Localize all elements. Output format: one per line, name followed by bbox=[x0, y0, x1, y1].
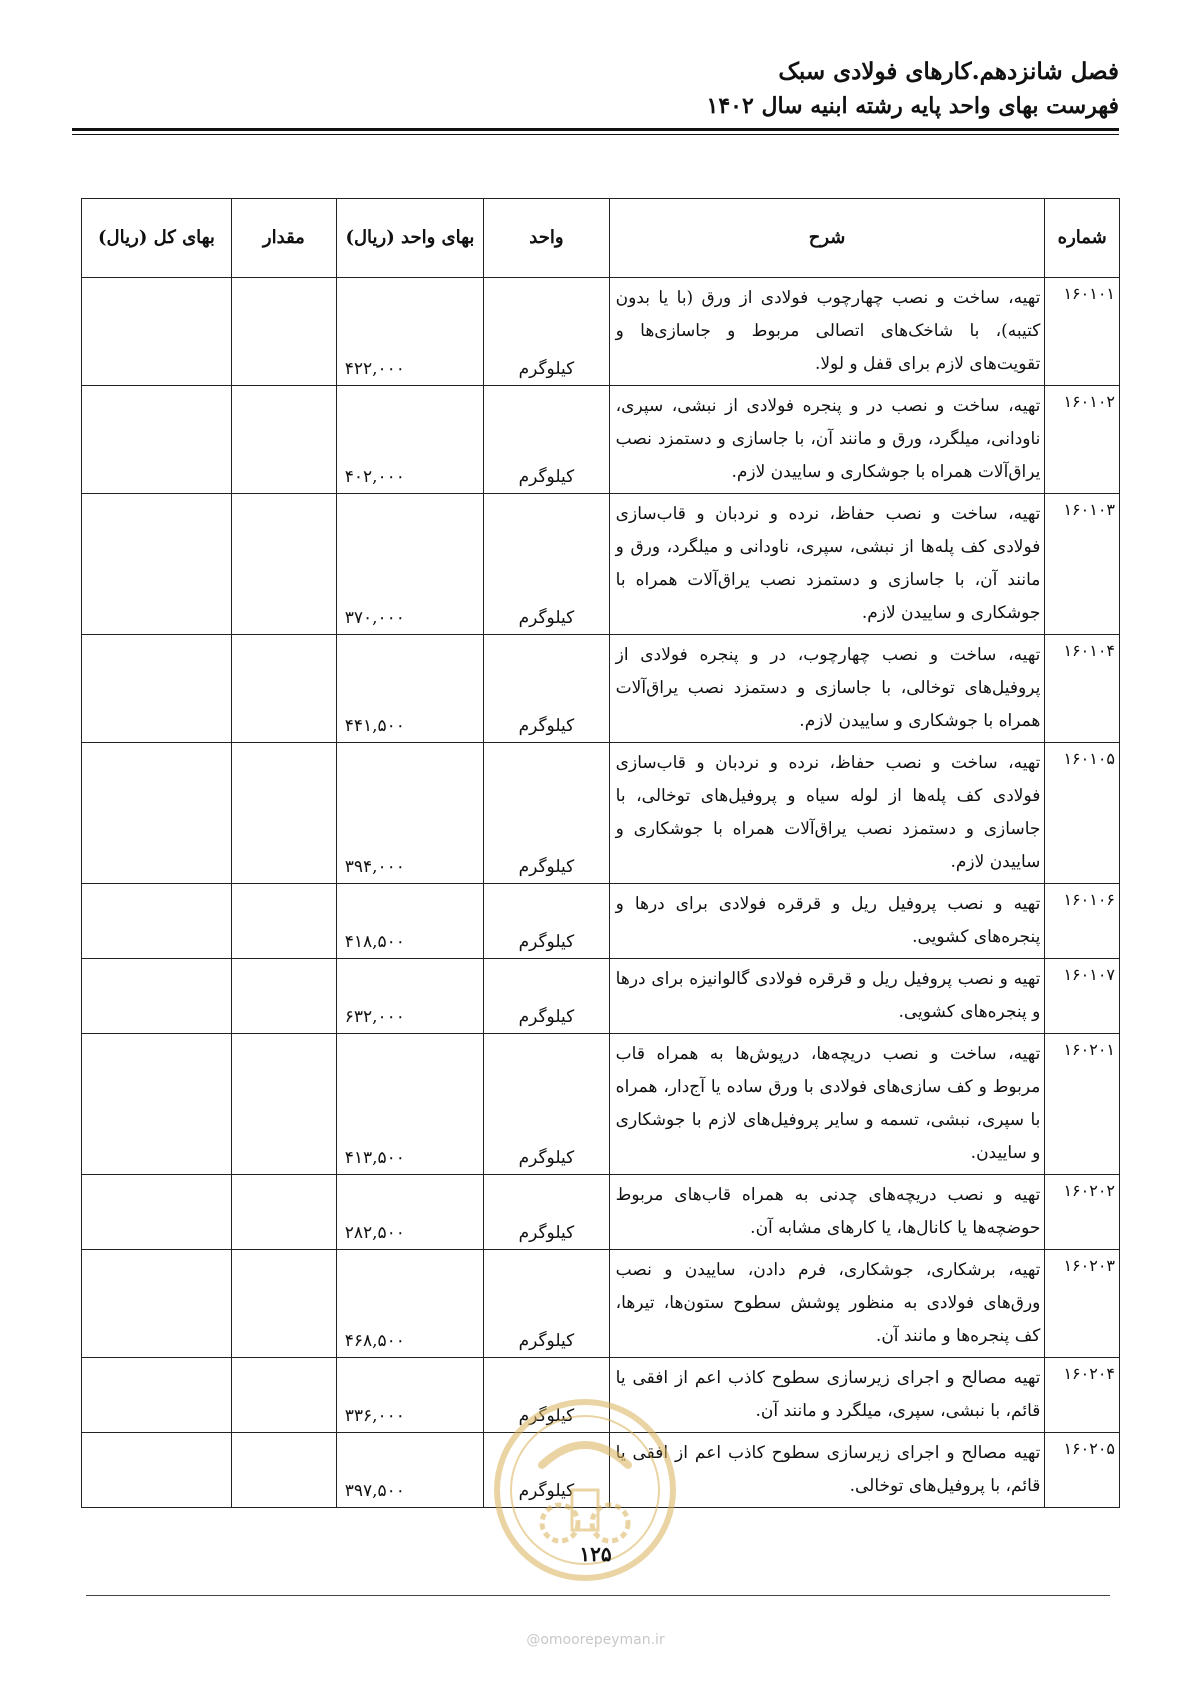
table-row bbox=[82, 884, 1120, 959]
item-total-price bbox=[82, 959, 232, 1034]
item-unit: کیلوگرم bbox=[484, 1034, 610, 1175]
item-code: ۱۶۰۱۰۵ bbox=[1045, 743, 1120, 884]
item-description: تهیه، ساخت و نصب چهارچوب فولادی از ورق (با یا بدون کتیبه)، با شاخک‌های اتصالی مربوط و جاسازی‌ها و تقویت‌های لازم برای قفل و لولا. bbox=[609, 278, 1045, 386]
table-row bbox=[82, 635, 1120, 743]
item-quantity bbox=[232, 1358, 337, 1433]
item-quantity bbox=[232, 1175, 337, 1250]
footer-rule bbox=[86, 1595, 1110, 1596]
item-unit-price: ۴۰۲,۰۰۰ bbox=[336, 386, 483, 494]
item-code: ۱۶۰۲۰۴ bbox=[1045, 1358, 1120, 1433]
item-quantity bbox=[232, 278, 337, 386]
item-total-price bbox=[82, 494, 232, 635]
table-row bbox=[82, 386, 1120, 494]
table-row bbox=[82, 278, 1120, 386]
item-code: ۱۶۰۲۰۲ bbox=[1045, 1175, 1120, 1250]
item-quantity bbox=[232, 743, 337, 884]
item-total-price bbox=[82, 1250, 232, 1358]
header-unit: واحد bbox=[484, 199, 610, 278]
header-description: شرح bbox=[609, 199, 1045, 278]
item-unit: کیلوگرم bbox=[484, 1175, 610, 1250]
item-unit-price: ۳۷۰,۰۰۰ bbox=[336, 494, 483, 635]
item-unit-price: ۴۴۱,۵۰۰ bbox=[336, 635, 483, 743]
item-description: تهیه، ساخت و نصب در و پنجره فولادی از نبشی، سپری، ناودانی، میلگرد، ورق و مانند آن، با جاسازی و دستمزد نصب یراق‌آلات همراه با جوشکاری و ساییدن لازم. bbox=[609, 386, 1045, 494]
item-description: تهیه، برشکاری، جوشکاری، فرم دادن، ساییدن و نصب ورق‌های فولادی به منظور پوشش سطوح ستون‌ها، تیرها، کف پنجره‌ها و مانند آن. bbox=[609, 1250, 1045, 1358]
item-description: تهیه، ساخت و نصب حفاظ، نرده و نردبان و قاب‌سازی فولادی کف پله‌ها از لوله سیاه و پروفیل‌های توخالی، با جاسازی و دستمزد نصب یراق‌آلات همراه با جوشکاری و ساییدن لازم. bbox=[609, 743, 1045, 884]
item-unit: کیلوگرم bbox=[484, 1358, 610, 1433]
item-quantity bbox=[232, 1433, 337, 1508]
item-description: تهیه و نصب پروفیل ریل و قرقره فولادی برای درها و پنجره‌های کشویی. bbox=[609, 884, 1045, 959]
item-unit: کیلوگرم bbox=[484, 494, 610, 635]
page-number: ۱۲۵ bbox=[579, 1542, 612, 1566]
item-description: تهیه مصالح و اجرای زیرسازی سطوح کاذب اعم از افقی یا قائم، با نبشی، سپری، میلگرد و مانند آن. bbox=[609, 1358, 1045, 1433]
item-unit-price: ۳۹۷,۵۰۰ bbox=[336, 1433, 483, 1508]
item-quantity bbox=[232, 635, 337, 743]
item-unit: کیلوگرم bbox=[484, 743, 610, 884]
header-rule-thin bbox=[72, 134, 1119, 135]
item-unit: کیلوگرم bbox=[484, 386, 610, 494]
item-code: ۱۶۰۲۰۱ bbox=[1045, 1034, 1120, 1175]
item-total-price bbox=[82, 386, 232, 494]
item-unit-price: ۲۸۲,۵۰۰ bbox=[336, 1175, 483, 1250]
item-description: تهیه مصالح و اجرای زیرسازی سطوح کاذب اعم از افقی یا قائم، با پروفیل‌های توخالی. bbox=[609, 1433, 1045, 1508]
item-description: تهیه و نصب دریچه‌های چدنی به همراه قاب‌های مربوط حوضچه‌ها یا کانال‌ها، یا کارهای مشابه آن. bbox=[609, 1175, 1045, 1250]
item-quantity bbox=[232, 1034, 337, 1175]
item-unit-price: ۴۱۳,۵۰۰ bbox=[336, 1034, 483, 1175]
table-header-row bbox=[82, 199, 1120, 278]
item-code: ۱۶۰۱۰۶ bbox=[1045, 884, 1120, 959]
header-rule-thick bbox=[72, 128, 1119, 131]
table-row bbox=[82, 494, 1120, 635]
chapter-title: فصل شانزدهم.کارهای فولادی سبک bbox=[778, 58, 1119, 85]
item-description: تهیه، ساخت و نصب دریچه‌ها، درپوش‌ها به همراه قاب مربوط و کف سازی‌های فولادی با ورق ساده یا آج‌دار، همراه با سپری، نبشی، تسمه و سایر پروفیل‌های لازم با جوشکاری و ساییدن. bbox=[609, 1034, 1045, 1175]
item-description: تهیه، ساخت و نصب چهارچوب، در و پنجره فولادی از پروفیل‌های توخالی، با جاسازی و دستمزد نصب یراق‌آلات همراه با جوشکاری و ساییدن لازم. bbox=[609, 635, 1045, 743]
item-description: تهیه و نصب پروفیل ریل و قرقره فولادی گالوانیزه برای درها و پنجره‌های کشویی. bbox=[609, 959, 1045, 1034]
item-total-price bbox=[82, 1433, 232, 1508]
item-unit: کیلوگرم bbox=[484, 884, 610, 959]
item-code: ۱۶۰۱۰۲ bbox=[1045, 386, 1120, 494]
item-total-price bbox=[82, 1175, 232, 1250]
item-unit: کیلوگرم bbox=[484, 1250, 610, 1358]
item-unit-price: ۴۶۸,۵۰۰ bbox=[336, 1250, 483, 1358]
table-row bbox=[82, 1433, 1120, 1508]
price-table bbox=[81, 198, 1120, 1508]
list-title: فهرست بهای واحد پایه رشته ابنیه سال ۱۴۰۲ bbox=[706, 93, 1119, 119]
table-row bbox=[82, 743, 1120, 884]
item-code: ۱۶۰۲۰۳ bbox=[1045, 1250, 1120, 1358]
item-unit-price: ۴۱۸,۵۰۰ bbox=[336, 884, 483, 959]
item-total-price bbox=[82, 278, 232, 386]
header-quantity: مقدار bbox=[232, 199, 337, 278]
item-unit-price: ۴۲۲,۰۰۰ bbox=[336, 278, 483, 386]
item-unit: کیلوگرم bbox=[484, 959, 610, 1034]
item-unit: کیلوگرم bbox=[484, 278, 610, 386]
item-description: تهیه، ساخت و نصب حفاظ، نرده و نردبان و قاب‌سازی فولادی کف پله‌ها از نبشی، سپری، ناودانی و میلگرد، ورق و مانند آن، با جاسازی و دستمزد نصب یراق‌آلات همراه با جوشکاری و ساییدن لازم. bbox=[609, 494, 1045, 635]
item-total-price bbox=[82, 743, 232, 884]
item-code: ۱۶۰۱۰۷ bbox=[1045, 959, 1120, 1034]
table-row bbox=[82, 1034, 1120, 1175]
footer-url: @omoorepeyman.ir bbox=[526, 1632, 665, 1648]
item-code: ۱۶۰۱۰۱ bbox=[1045, 278, 1120, 386]
item-unit: کیلوگرم bbox=[484, 635, 610, 743]
item-code: ۱۶۰۲۰۵ bbox=[1045, 1433, 1120, 1508]
item-unit-price: ۶۳۲,۰۰۰ bbox=[336, 959, 483, 1034]
table-row bbox=[82, 1175, 1120, 1250]
item-unit: کیلوگرم bbox=[484, 1433, 610, 1508]
item-total-price bbox=[82, 635, 232, 743]
item-total-price bbox=[82, 1034, 232, 1175]
item-quantity bbox=[232, 884, 337, 959]
page-header bbox=[72, 58, 1119, 120]
item-quantity bbox=[232, 1250, 337, 1358]
table-row bbox=[82, 1250, 1120, 1358]
item-quantity bbox=[232, 386, 337, 494]
header-total-price: بهای کل (ریال) bbox=[82, 199, 232, 278]
item-code: ۱۶۰۱۰۴ bbox=[1045, 635, 1120, 743]
item-total-price bbox=[82, 1358, 232, 1433]
item-unit-price: ۳۳۶,۰۰۰ bbox=[336, 1358, 483, 1433]
item-quantity bbox=[232, 959, 337, 1034]
table-row bbox=[82, 959, 1120, 1034]
item-code: ۱۶۰۱۰۳ bbox=[1045, 494, 1120, 635]
table-row bbox=[82, 1358, 1120, 1433]
item-quantity bbox=[232, 494, 337, 635]
header-unit-price: بهای واحد (ریال) bbox=[336, 199, 483, 278]
item-unit-price: ۳۹۴,۰۰۰ bbox=[336, 743, 483, 884]
header-code: شماره bbox=[1045, 199, 1120, 278]
item-total-price bbox=[82, 884, 232, 959]
